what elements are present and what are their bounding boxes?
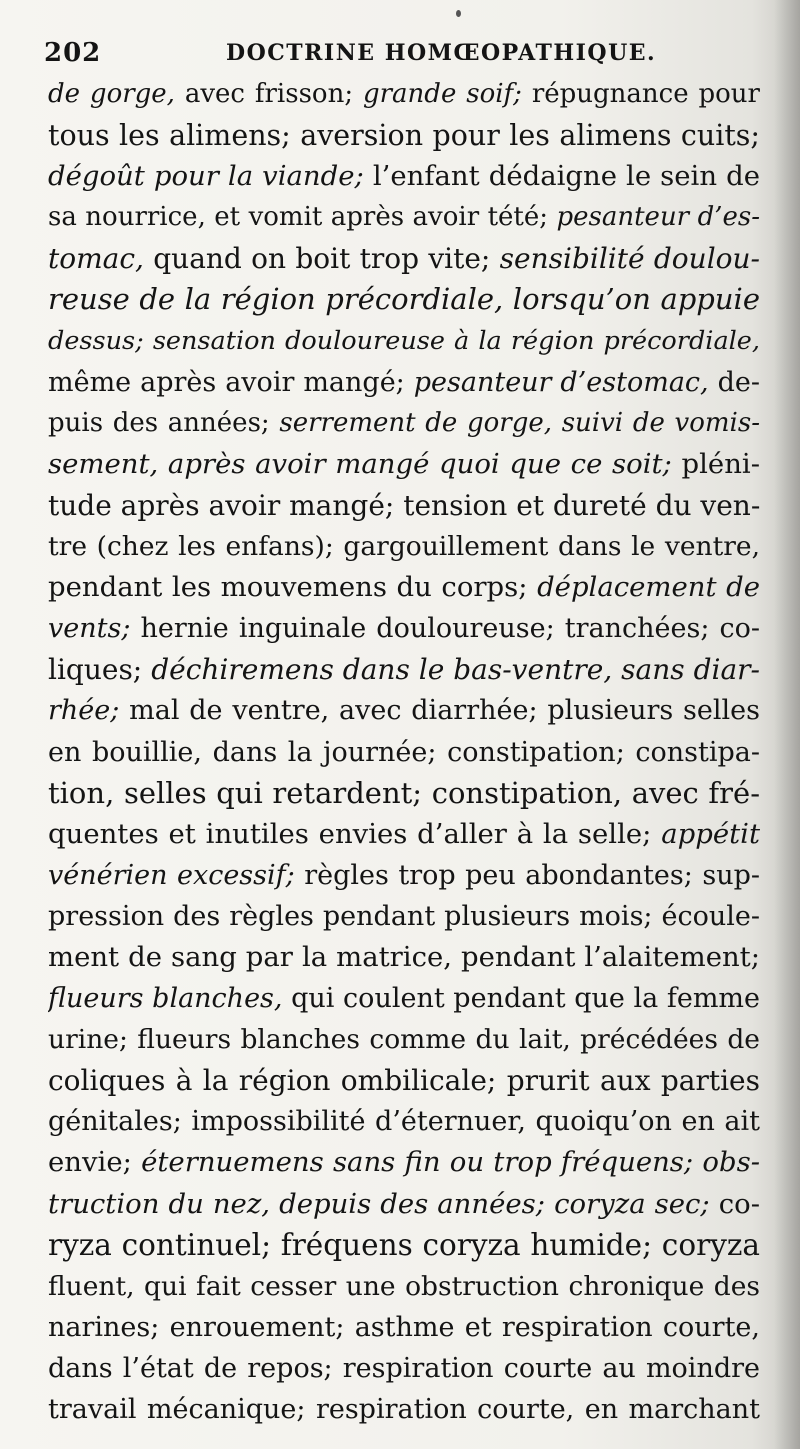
text-segment: tude après avoir mangé; tension et dureté du ven-	[48, 488, 760, 522]
text-segment: urine; flueurs blanches comme du lait, précédées de	[48, 1024, 760, 1056]
text-line	[48, 773, 760, 814]
italic-text-segment: rhée;	[48, 695, 120, 727]
text-line	[48, 1389, 760, 1430]
italic-text-segment: serrement de gorge, suivi de vomis-	[279, 407, 760, 438]
italic-text-segment: de gorge,	[48, 79, 175, 109]
text-segment: liques;	[48, 653, 152, 687]
text-segment: même après avoir mangé;	[48, 366, 414, 398]
text-line	[48, 485, 760, 526]
text-segment: l’enfant dédaigne le sein de	[363, 160, 760, 193]
text-line	[48, 608, 760, 649]
italic-text-segment: vents;	[48, 613, 131, 645]
text-line	[48, 238, 760, 279]
text-segment: fluent, qui fait cesser une obstruction chronique des	[48, 1270, 760, 1302]
italic-text-segment: appétit	[661, 817, 760, 850]
text-segment: pression des règles pendant plusieurs mois; écoule-	[48, 900, 760, 932]
italic-text-segment: flueurs blanches,	[48, 983, 283, 1015]
text-line	[48, 1184, 760, 1225]
text-line	[48, 732, 760, 773]
text-line	[48, 1225, 760, 1266]
italic-text-segment: vénérien excessif;	[48, 859, 295, 891]
text-line	[48, 403, 760, 444]
text-line	[48, 115, 760, 156]
text-segment: en bouillie, dans la journée; constipation; constipa-	[48, 736, 760, 768]
text-segment: travail mécanique; respiration courte, en marchant	[48, 1394, 760, 1425]
italic-text-segment: déchiremens dans le bas-ventre, sans diar-	[151, 653, 760, 687]
text-segment: pendant les mouvemens du corps;	[48, 571, 538, 604]
text-line	[48, 690, 760, 731]
text-segment: hernie inguinale douloureuse; tranchées; co-	[130, 613, 760, 645]
text-segment: de-	[708, 366, 760, 398]
text-line	[48, 1348, 760, 1389]
italic-text-segment: dessus; sensation douloureuse à la région précordiale,	[48, 325, 760, 356]
text-line	[48, 814, 760, 855]
text-segment: coliques à la région ombilicale; prurit aux parties	[48, 1064, 760, 1098]
text-line	[48, 1266, 760, 1307]
running-title: DOCTRINE HOMŒOPATHIQUE.	[226, 40, 657, 66]
text-segment: quand on boit trop vite;	[143, 242, 500, 276]
text-line	[48, 855, 760, 896]
page-header	[44, 38, 764, 72]
text-line	[48, 197, 760, 238]
text-segment: envie;	[48, 1146, 142, 1179]
page-number: 202	[44, 38, 102, 68]
text-line	[48, 1019, 760, 1060]
text-segment: dans l’état de repos; respiration courte au moindre	[48, 1352, 760, 1384]
italic-text-segment: pesanteur d’es-	[556, 202, 760, 233]
text-segment: répugnance pour	[521, 79, 760, 109]
text-segment: tion, selles qui retardent; constipation, avec fré-	[48, 775, 760, 810]
text-line	[48, 279, 760, 320]
ink-speck	[456, 10, 461, 17]
spine-shadow	[774, 0, 800, 1449]
text-line	[48, 156, 760, 197]
text-segment: avec frisson;	[174, 79, 363, 109]
text-segment: ment de sang par la matrice, pendant l’alaitement;	[48, 940, 760, 973]
text-line	[48, 567, 760, 608]
text-segment: règles trop peu abondantes; sup-	[294, 859, 760, 891]
text-segment: génitales; impossibilité d’éternuer, quoiqu’on en ait	[48, 1106, 760, 1138]
text-segment: qui coulent pendant que la femme	[282, 983, 760, 1015]
italic-text-segment: déplacement de	[537, 571, 760, 604]
italic-text-segment: sensibilité doulou-	[499, 242, 760, 276]
text-line	[48, 896, 760, 937]
italic-text-segment: reuse de la région précordiale, lorsqu’on appuie	[48, 282, 760, 317]
text-line	[48, 444, 760, 485]
text-line	[48, 1142, 760, 1183]
text-line	[48, 321, 760, 362]
text-line	[48, 1060, 760, 1101]
text-segment: tous les alimens; aversion pour les alimens cuits;	[48, 119, 760, 153]
italic-text-segment: pesanteur d’estomac,	[413, 366, 709, 398]
body-text	[48, 74, 760, 1430]
text-line	[48, 526, 760, 567]
text-line	[48, 362, 760, 403]
text-line	[48, 937, 760, 978]
text-line	[48, 649, 760, 690]
text-segment: quentes et inutiles envies d’aller à la selle;	[48, 817, 662, 850]
text-segment: ryza continuel; fréquens coryza humide; coryza	[48, 1227, 760, 1262]
text-segment: narines; enrouement; asthme et respiration courte,	[48, 1311, 760, 1343]
text-line	[48, 1101, 760, 1142]
italic-text-segment: sement, après avoir mangé quoi que ce soit;	[48, 447, 672, 480]
text-segment: tre (chez les enfans); gargouillement dans le ventre,	[48, 531, 760, 563]
text-segment: co-	[709, 1187, 760, 1220]
italic-text-segment: grande soif;	[362, 79, 522, 109]
text-line	[48, 1307, 760, 1348]
italic-text-segment: éternuemens sans fin ou trop fréquens; obs-	[141, 1146, 760, 1179]
text-segment: pléni-	[671, 447, 760, 480]
text-segment: sa nourrice, et vomit après avoir tété;	[48, 202, 557, 233]
text-segment: puis des années;	[48, 407, 280, 438]
text-line	[48, 978, 760, 1019]
italic-text-segment: truction du nez, depuis des années; coryza sec;	[48, 1187, 710, 1220]
text-segment: mal de ventre, avec diarrhée; plusieurs selles	[119, 695, 760, 727]
text-line	[48, 74, 760, 115]
italic-text-segment: tomac,	[48, 242, 144, 276]
italic-text-segment: dégoût pour la viande;	[48, 160, 364, 193]
